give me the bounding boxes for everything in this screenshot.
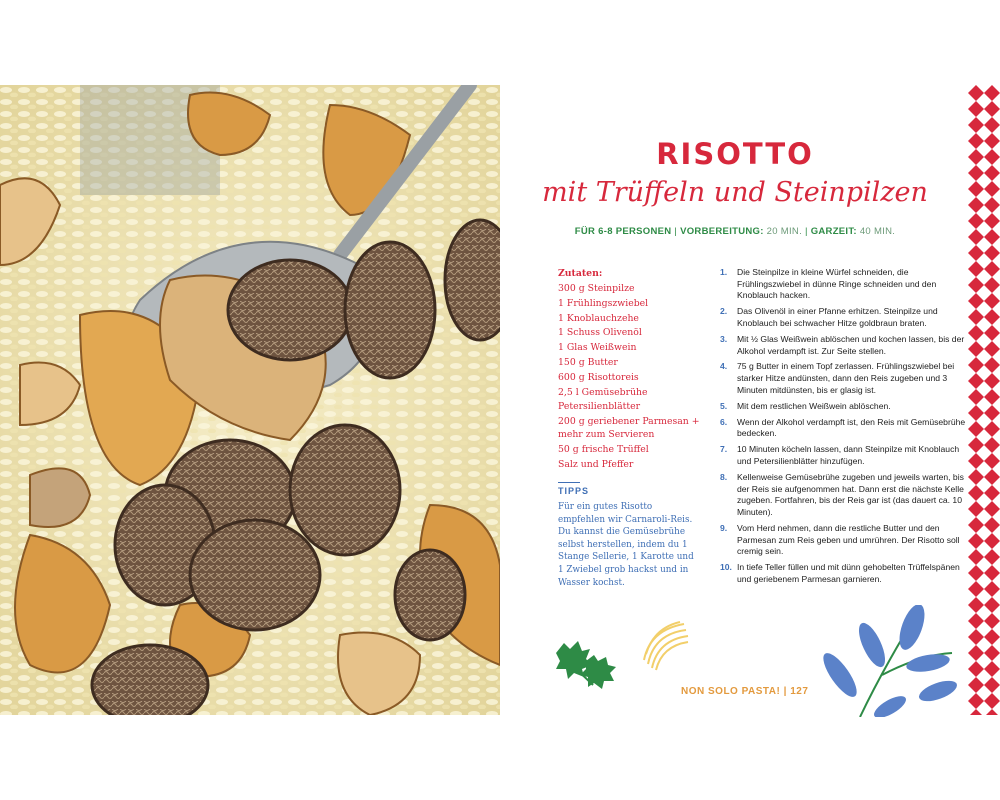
page-number: 127 <box>790 686 809 697</box>
pasta-icon <box>640 620 692 672</box>
step-item: 6. Wenn der Alkohol verdampft ist, den Reis mit Gemüsebrühe bedecken. <box>720 416 966 439</box>
recipe-meta: FÜR 6-8 PERSONEN | VORBEREITUNG: 20 MIN. | GARZEIT: 40 MIN. <box>574 226 896 237</box>
ingredient-item: Petersilienblätter <box>558 401 641 413</box>
ingredient-item: 300 g Steinpilze <box>558 283 635 294</box>
step-item: 7. 10 Minuten köcheln lassen, dann Steinpilze mit Knoblauch und Petersilienblätter hinzufügen. <box>720 444 960 466</box>
tips-rule <box>558 482 580 483</box>
tips-text: Für ein gutes Risotto empfehlen wir Carnaroli-Reis. Du kannst die Gemüsebrühe selbst herstellen, indem du 1 Stange Sellerie, 1 Karotte und 1 Zwiebel grob hackst und in Wasser kochst. <box>558 502 694 588</box>
footer-separator: | <box>783 686 787 697</box>
step-item: 8. Kellenweise Gemüsebrühe zugeben und jeweils warten, bis der Reis sie aufgenommen hat. Dann erst die nächste Kelle zugeben. Fortfahren, bis der Reis gar ist (das dauert ca. 10 Minuten). <box>720 471 964 517</box>
step-item: 5. Mit dem restlichen Weißwein ablöschen. <box>720 400 891 411</box>
step-item: 4. 75 g Butter in einem Topf zerlassen. Frühlingszwiebel bei starker Hitze andünsten, dann den Reis zugeben und 3 Minuten mitdünsten, bis er glasig ist. <box>720 361 955 395</box>
ingredient-item: 600 g Risottoreis <box>558 371 639 383</box>
steps-list <box>720 267 970 590</box>
recipe-page <box>500 85 1000 715</box>
recipe-title: RISOTTO <box>656 137 814 171</box>
herb-leaves-icon <box>820 605 960 717</box>
ingredient-item: 1 Glas Weißwein <box>558 342 637 354</box>
ingredient-item: 50 g frische Trüffel <box>558 443 649 455</box>
ingredient-item: 1 Knoblauchzehe <box>558 312 639 324</box>
parsley-icon <box>548 633 618 691</box>
ingredients-heading: Zutaten: <box>558 268 603 279</box>
ingredient-item: 2,5 l Gemüsebrühe <box>558 386 648 398</box>
prep-value: 20 MIN. <box>766 226 803 237</box>
page-footer <box>681 686 808 697</box>
step-item: 2. Das Olivenöl in einer Pfanne erhitzen. Steinpilze und Knoblauch bei schwacher Hitze goldbraun braten. <box>720 306 938 328</box>
cook-value: 40 MIN. <box>859 226 896 237</box>
servings: FÜR 6-8 PERSONEN <box>574 226 672 237</box>
ingredient-item: 150 g Butter <box>558 356 618 368</box>
ingredient-item: 1 Frühlingszwiebel <box>558 297 649 309</box>
step-item: 9. Vom Herd nehmen, dann die restliche Butter und den Parmesan zum Reis geben und umrühren. Der Risotto soll cremig sein. <box>720 522 960 557</box>
ingredients-list <box>558 268 703 473</box>
step-item: 10. In tiefe Teller füllen und mit dünn gehobelten Trüffelspänen und geriebenem Parmesan garnieren. <box>720 562 960 584</box>
section-name: NON SOLO PASTA! <box>681 686 781 697</box>
tips-heading: TIPPS <box>558 486 590 496</box>
risotto-photo <box>0 85 500 715</box>
ingredient-item: Salz und Pfeffer <box>558 458 634 470</box>
step-item: 1. Die Steinpilze in kleine Würfel schneiden, die Frühlingszwiebel in dünne Ringe schneiden und den Knoblauch hacken. <box>720 267 937 301</box>
ingredient-item: 200 g geriebener Parmesan + mehr zum Servieren <box>558 416 700 441</box>
cook-label: GARZEIT: <box>810 226 857 237</box>
step-item: 3. Mit ½ Glas Weißwein ablöschen und kochen lassen, bis der Alkohol verdampft ist. Zur Seite stellen. <box>720 333 965 356</box>
ingredient-item: 1 Schuss Olivenöl <box>558 327 642 339</box>
diamond-pattern-border <box>968 85 1000 715</box>
prep-label: VORBEREITUNG: <box>680 226 764 237</box>
recipe-subtitle: mit Trüffeln und Steinpilzen <box>542 177 928 208</box>
